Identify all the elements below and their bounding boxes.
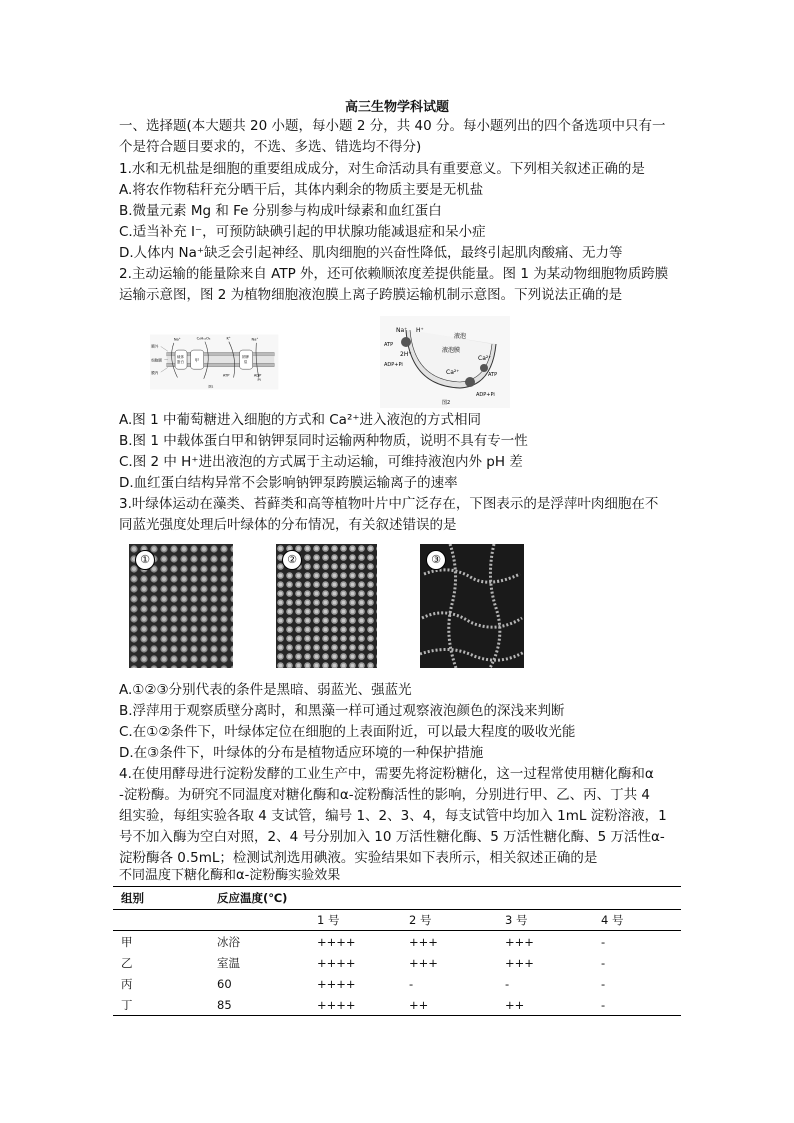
label-na-right: Na⁺ — [251, 337, 259, 342]
q2-option-d: D.血红蛋白结构异常不会影响钠钾泵跨膜运输离子的速率 — [119, 475, 458, 491]
q3-option-d: D.在③条件下，叶绿体的分布是植物适应环境的一种保护措施 — [119, 745, 484, 761]
table-cell: 甲 — [121, 934, 133, 949]
micrograph-2 — [276, 544, 377, 668]
label-glucose: C₆H₁₂O₆ — [196, 336, 211, 341]
question-4-stem-cont: 号不加入酶为空白对照，2、4 号分别加入 10 万活性糖化酶、5 万活性糖化酶、5 万活性α- — [119, 829, 665, 845]
q2-option-b: B.图 1 中载体蛋白甲和钠钾泵同时运输两种物质，说明不具有专一性 — [119, 433, 528, 449]
question-1-stem: 1.水和无机盐是细胞的重要组成成分，对生命活动具有重要意义。下列相关叙述正确的是 — [119, 161, 645, 177]
figure-2-vacuole-transport — [380, 316, 510, 408]
table-cell: ++ — [409, 994, 505, 1016]
label-pi: Pi — [257, 378, 261, 383]
table-cell: 乙 — [121, 955, 133, 970]
table-cell: 冰浴 — [217, 934, 240, 949]
q3-option-b: B.浮萍用于观察质壁分离时，和黑藻一样可通过观察液泡颜色的深浅来判断 — [119, 703, 565, 719]
label-atp-right: ATP — [488, 372, 498, 378]
label-adp: ADP — [253, 373, 262, 378]
question-2-stem: 2.主动运输的能量除来自 ATP 外，还可依赖顺浓度差提供能量。图 1 为某动物细胞物质跨膜 — [119, 266, 669, 282]
table-cell: - — [409, 976, 414, 991]
table-cell: +++ — [505, 955, 534, 970]
table-cell: - — [601, 994, 681, 1016]
label-carrier-1: 载体 — [176, 354, 185, 359]
q3-option-a: A.①②③分别代表的条件是黑暗、弱蓝光、强蓝光 — [119, 682, 412, 698]
label-h-in: H⁺ — [416, 327, 424, 334]
label-ca-out: Ca²⁺ — [478, 355, 492, 362]
table-cell: 丁 — [113, 994, 217, 1016]
q2-option-c: C.图 2 中 H⁺进出液泡的方式属于主动运输，可维持液泡内外 pH 差 — [119, 454, 523, 470]
q1-option-c: C.适当补充 I⁻，可预防缺碘引起的甲状腺功能减退症和呆小症 — [119, 224, 486, 240]
label-tonoplast: 液泡膜 — [442, 347, 461, 354]
table-cell: - — [505, 976, 510, 991]
label-membrane: 细胞膜 — [151, 358, 162, 363]
label-pump-2: 泵 — [243, 360, 248, 365]
table-cell: +++ — [409, 934, 438, 949]
question-3-stem-cont: 同蓝光强度处理后叶绿体的分布情况，有关叙述错误的是 — [119, 517, 457, 533]
label-outside: 膜外 — [151, 344, 159, 349]
header-temperature: 反应温度(℃) — [217, 887, 409, 910]
label-jia: 甲 — [194, 357, 199, 363]
table-cell: - — [601, 955, 606, 970]
figure-2-label: 图2 — [442, 400, 451, 406]
table-row — [113, 952, 681, 973]
question-2-stem-cont: 运输示意图，图 2 为植物细胞液泡膜上离子跨膜运输机制示意图。下列说法正确的是 — [119, 287, 623, 303]
figure-1-label: 图1 — [208, 384, 214, 389]
table-caption: 不同温度下糖化酶和α-淀粉酶实验效果 — [119, 868, 341, 883]
table-row — [113, 931, 681, 953]
photo-label-1: ① — [135, 550, 155, 570]
table-header-row — [113, 887, 681, 910]
table-cell: 85 — [217, 994, 317, 1016]
question-4-stem-cont: 淀粉酶各 0.5mL；检测试剂选用碘液。实验结果如下表所示，相关叙述正确的是 — [119, 850, 598, 866]
table-cell: +++ — [409, 955, 438, 970]
question-3-stem: 3.叶绿体运动在藻类、苔藓类和高等植物叶片中广泛存在，下图表示的是浮萍叶肉细胞在不 — [119, 496, 659, 512]
table-cell: 60 — [217, 976, 232, 991]
table-cell: ++++ — [317, 994, 409, 1016]
question-4-stem-cont: -淀粉酶。为研究不同温度对糖化酶和α-淀粉酶活性的影响，分别进行甲、乙、丙、丁共 4 — [119, 787, 651, 803]
question-4-stem: 4.在使用酵母进行淀粉发酵的工业生产中，需要先将淀粉糖化，这一过程常使用糖化酶和α — [119, 766, 654, 782]
q1-option-b: B.微量元素 Mg 和 Fe 分别参与构成叶绿素和血红蛋白 — [119, 203, 442, 219]
label-atp: ATP — [222, 373, 230, 378]
label-inside: 膜内 — [151, 370, 159, 375]
table-subheader-row — [113, 910, 681, 931]
label-na-left: Na⁺ — [173, 337, 181, 342]
table-cell: 室温 — [217, 955, 240, 970]
label-na: Na⁺ — [396, 327, 408, 334]
label-h-out: 2H⁺ — [400, 351, 412, 358]
table-row — [113, 994, 681, 1016]
photo-label-2: ② — [282, 550, 302, 570]
question-4-stem-cont: 组实验，每组实验各取 4 支试管，编号 1、2、3、4，每支试管中均加入 1mL 淀粉溶液，1 — [119, 808, 667, 824]
label-carrier-2: 蛋白 — [176, 360, 185, 365]
label-atp-left: ATP — [384, 342, 394, 348]
table-cell: - — [601, 934, 606, 949]
table-cell: 丙 — [121, 976, 133, 991]
label-vacuole: 液泡 — [454, 333, 467, 340]
label-adp-right: ADP+Pi — [476, 392, 495, 398]
label-k: K⁺ — [226, 336, 231, 341]
label-pump-1: 钠钾 — [241, 354, 250, 359]
tube-2-header: 2 号 — [409, 910, 505, 931]
text-line: 一、选择题(本大题共 20 小题，每小题 2 分，共 40 分。每小题列出的四个备选项中只有一 — [119, 118, 666, 134]
micrograph-1 — [129, 544, 233, 668]
table-cell: ++++ — [317, 976, 356, 991]
table-cell: +++ — [505, 934, 534, 949]
tube-3-header: 3 号 — [505, 910, 601, 931]
table-row — [113, 973, 681, 994]
q2-option-a: A.图 1 中葡萄糖进入细胞的方式和 Ca²⁺进入液泡的方式相同 — [119, 412, 481, 428]
table-cell: ++++ — [317, 934, 356, 949]
text-line: 个是符合题目要求的，不选、多选、错选均不得分) — [119, 139, 422, 155]
page-title: 高三生物学科试题 — [344, 100, 449, 115]
q1-option-a: A.将农作物秸秆充分晒干后，其体内剩余的物质主要是无机盐 — [119, 182, 484, 198]
table-cell: ++++ — [317, 955, 356, 970]
results-table — [113, 886, 681, 1016]
tube-4-header: 4 号 — [601, 910, 681, 931]
label-ca-in: Ca²⁺ — [446, 369, 460, 376]
tube-1-header: 1 号 — [317, 910, 409, 931]
figure-1-membrane-transport — [150, 316, 365, 408]
photo-label-3: ③ — [426, 550, 446, 570]
header-group: 组别 — [113, 887, 217, 910]
micrograph-3 — [420, 544, 524, 668]
q1-option-d: D.人体内 Na⁺缺乏会引起神经、肌肉细胞的兴奋性降低，最终引起肌肉酸痛、无力等 — [119, 245, 623, 261]
table-cell: - — [601, 976, 606, 991]
label-adp-left: ADP+Pi — [384, 362, 403, 368]
table-cell: ++ — [505, 994, 601, 1016]
q3-option-c: C.在①②条件下，叶绿体定位在细胞的上表面附近，可以最大程度的吸收光能 — [119, 724, 576, 740]
